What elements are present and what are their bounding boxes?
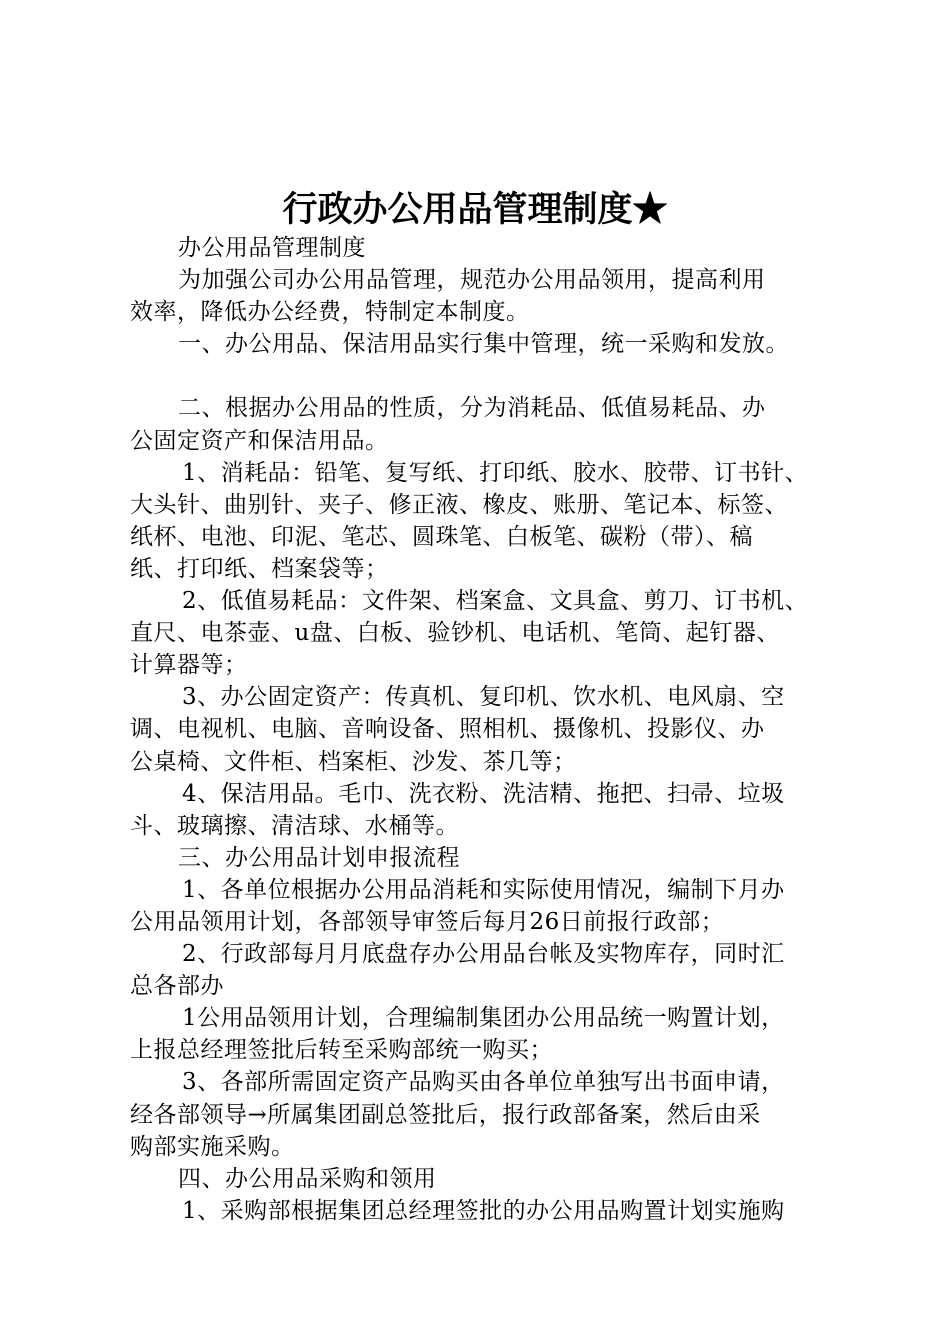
paragraph-line: 办公用品管理制度 [178, 235, 366, 261]
paragraph-line: 一、办公用品、保洁用品实行集中管理，统一采购和发放。 [178, 331, 789, 358]
paragraph-line: 斗、玻璃擦、清洁球、水桶等。 [130, 812, 459, 839]
paragraph-line: 总各部办 [130, 973, 224, 1000]
paragraph-line: 四、办公用品采购和领用 [178, 1165, 437, 1192]
paragraph-line: 2、低值易耗品：文件架、档案盒、文具盒、剪刀、订书机、 [182, 588, 809, 615]
paragraph-line: 1公用品领用计划，合理编制集团办公用品统一购置计划， [182, 1005, 785, 1032]
paragraph-line: 公桌椅、文件柜、档案柜、沙发、茶几等； [130, 748, 577, 775]
paragraph-line: 1、各单位根据办公用品消耗和实际使用情况，编制下月办 [182, 876, 785, 903]
paragraph-line: 3、办公固定资产：传真机、复印机、饮水机、电风扇、空 [182, 684, 785, 711]
paragraph-line: 上报总经理签批后转至采购部统一购买； [130, 1037, 553, 1064]
blank-line [130, 360, 850, 392]
paragraph-line: 3、各部所需固定资产品购买由各单位单独写出书面申请， [182, 1069, 785, 1096]
paragraph-line: 调、电视机、电脑、音响设备、照相机、摄像机、投影仪、办 [130, 716, 765, 743]
paragraph-line: 直尺、电茶壶、u盘、白板、验钞机、电话机、笔筒、起钉器、 [130, 620, 780, 647]
paragraph-line: 二、根据办公用品的性质，分为消耗品、低值易耗品、办 [178, 395, 766, 422]
paragraph-line: 购部实施采购。 [130, 1133, 295, 1160]
paragraph-line: 2、行政部每月月底盘存办公用品台帐及实物库存，同时汇 [182, 941, 785, 968]
paragraph-line: 公固定资产和保洁用品。 [130, 427, 389, 454]
document-body [130, 232, 850, 1227]
document-title: 行政办公用品管理制度★ [282, 189, 668, 230]
paragraph-line: 为加强公司办公用品管理，规范办公用品领用，提高利用 [178, 267, 766, 294]
paragraph-line: 经各部领导→所属集团副总签批后，报行政部备案，然后由采 [130, 1101, 761, 1128]
paragraph-line: 纸、打印纸、档案袋等； [130, 555, 389, 582]
paragraph-line: 大头针、曲别针、夹子、修正液、橡皮、账册、笔记本、标签、 [130, 491, 788, 518]
paragraph-line: 1、消耗品：铅笔、复写纸、打印纸、胶水、胶带、订书针、 [182, 459, 809, 486]
paragraph-line: 计算器等； [130, 652, 248, 679]
paragraph-line: 效率，降低办公经费，特制定本制度。 [130, 299, 530, 326]
paragraph-line: 纸杯、电池、印泥、笔芯、圆珠笔、白板笔、碳粉（带）、稿 [130, 523, 753, 550]
paragraph-line: 4、保洁用品。毛巾、洗衣粉、洗洁精、拖把、扫帚、垃圾 [182, 780, 785, 807]
paragraph-line: 1、采购部根据集团总经理签批的办公用品购置计划实施购 [182, 1197, 785, 1224]
paragraph-line: 三、办公用品计划申报流程 [178, 844, 460, 871]
paragraph-line: 公用品领用计划，各部领导审签后每月26日前报行政部； [130, 908, 725, 935]
